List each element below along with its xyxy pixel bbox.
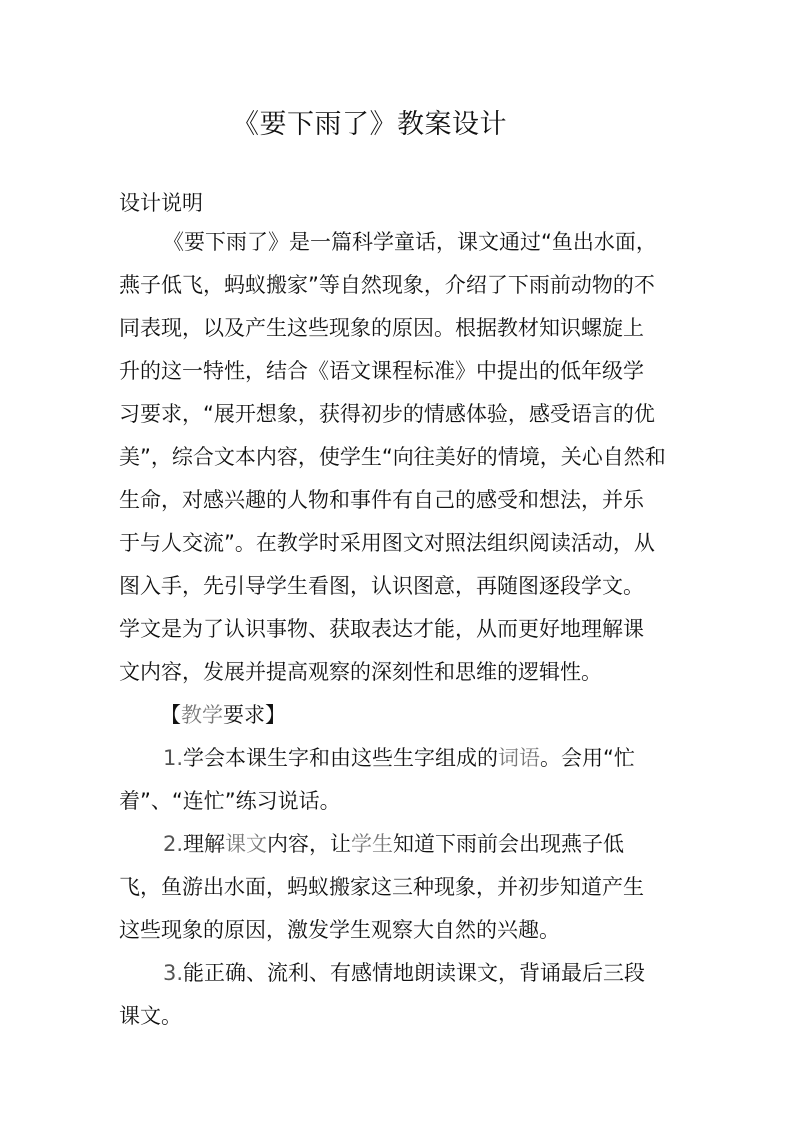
highlight-text: 词语 — [498, 746, 541, 770]
item-text: 。会用“忙 — [540, 746, 635, 770]
intro-line: 学文是为了认识事物、获取表达才能，从而更好地理解课 — [119, 617, 644, 641]
item-text: 内容，让 — [267, 832, 352, 856]
highlight-text: 学生 — [351, 832, 394, 856]
item-number: 2. — [163, 832, 184, 856]
item-text: 理解 — [183, 832, 226, 856]
requirements-label-highlight: 教学 — [181, 703, 223, 727]
intro-line: 图入手，先引导学生看图，认识图意，再随图逐段学文。 — [119, 574, 644, 598]
document-title: 《要下雨了》教案设计 — [232, 109, 507, 140]
item-text: 学会本课生字和由这些生字组成的 — [183, 746, 499, 770]
intro-line: 习要求，“展开想象，获得初步的情感体验，感受语言的优 — [119, 402, 655, 426]
intro-line: 于与人交流”。在教学时采用图文对照法组织阅读活动，从 — [119, 531, 655, 555]
requirements-heading — [160, 705, 286, 726]
item-text: 能正确、流利、有感情地朗读课文，背诵最后三段 — [183, 961, 646, 985]
intro-line: 美”，综合文本内容，使学生“向往美好的情境，关心自然和 — [119, 445, 666, 469]
requirement-line: 着”、“连忙”练习说话。 — [119, 789, 341, 813]
intro-line: 生命，对感兴趣的人物和事件有自己的感受和想法，并乐 — [119, 488, 644, 512]
requirement-line: 课文。 — [119, 1004, 182, 1028]
requirement-line — [163, 748, 635, 769]
highlight-text: 课文 — [225, 832, 268, 856]
intro-line: 同表现，以及产生这些现象的原因。根据教材知识螺旋上 — [119, 316, 644, 340]
item-number: 1. — [163, 746, 184, 770]
section-heading: 设计说明 — [119, 191, 203, 215]
intro-line: 燕子低飞，蚂蚁搬家”等自然现象，介绍了下雨前动物的不 — [119, 273, 655, 297]
requirement-line: 这些现象的原因，激发学生观察大自然的兴趣。 — [119, 918, 560, 942]
intro-line: 升的这一特性，结合《语文课程标准》中提出的低年级学 — [119, 359, 644, 383]
requirement-line: 飞，鱼游出水面，蚂蚁搬家这三种现象，并初步知道产生 — [119, 875, 644, 899]
requirement-line — [163, 834, 624, 855]
item-text: 知道下雨前会出现燕子低 — [393, 832, 625, 856]
intro-line: 《要下雨了》是一篇科学童话，课文通过“鱼出水面， — [163, 230, 657, 254]
item-number: 3. — [163, 961, 184, 985]
bracket-close: 】 — [265, 703, 286, 727]
bracket-open: 【 — [160, 703, 181, 727]
intro-line: 文内容，发展并提高观察的深刻性和思维的逻辑性。 — [119, 660, 602, 684]
requirements-label: 要求 — [223, 703, 265, 727]
requirement-line — [163, 963, 645, 984]
